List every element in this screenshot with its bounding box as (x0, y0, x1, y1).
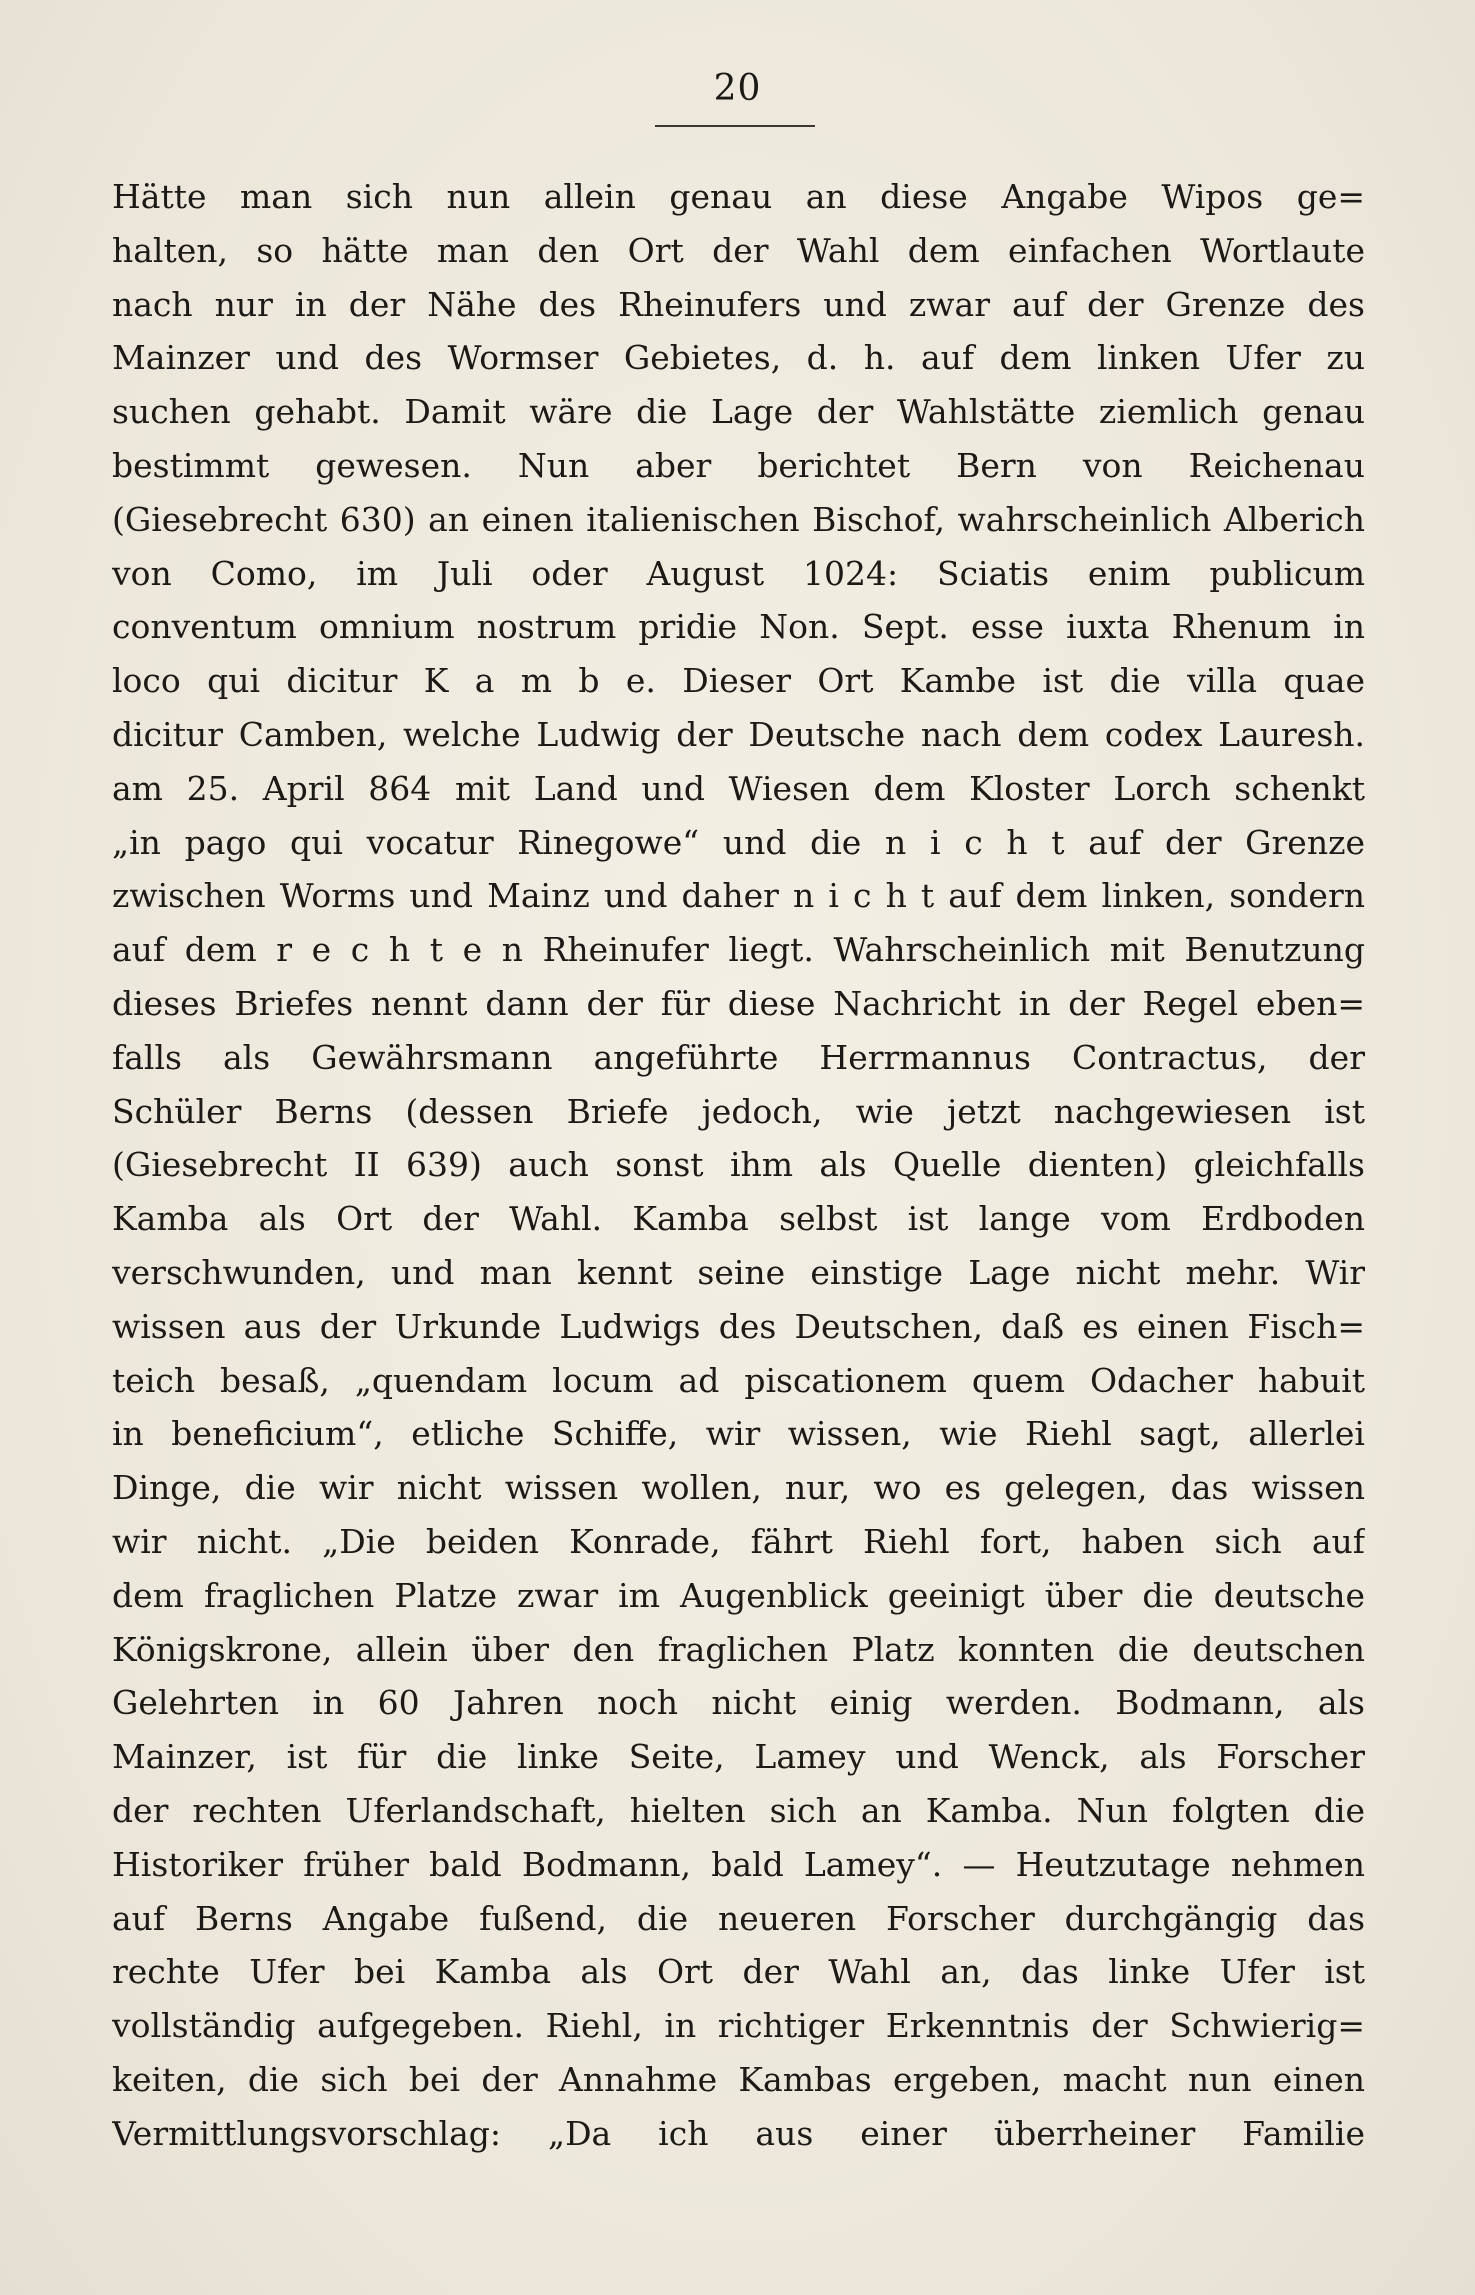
text-line: von Como, im Juli oder August 1024: Sciatis enim publicum (112, 553, 1365, 593)
page-number: 20 (713, 68, 762, 109)
text-line: wissen aus der Urkunde Ludwigs des Deutschen, daß es einen Fisch= (112, 1306, 1365, 1346)
text-line: conventum omnium nostrum pridie Non. Sept. esse iuxta Rhenum in (112, 607, 1365, 647)
text-line: Mainzer, ist für die linke Seite, Lamey und Wenck, als Forscher (112, 1737, 1365, 1777)
text-line: zwischen Worms und Mainz und daher n i c h t auf dem linken, sondern (112, 876, 1365, 916)
text-line: Vermittlungsvorschlag: „Da ich aus einer überrheiner Familie (112, 2113, 1365, 2153)
text-line: Mainzer und des Wormser Gebietes, d. h. auf dem linken Ufer zu (112, 338, 1365, 378)
text-line: dieses Briefes nennt dann der für diese Nachricht in der Regel eben= (112, 983, 1365, 1023)
text-line: Kamba als Ort der Wahl. Kamba selbst ist lange vom Erdboden (112, 1199, 1365, 1239)
text-line: (Giesebrecht II 639) auch sonst ihm als Quelle dienten) gleichfalls (112, 1145, 1365, 1185)
text-line: Königskrone, allein über den fraglichen Platz konnten die deutschen (112, 1629, 1365, 1669)
text-line: auf Berns Angabe fußend, die neueren Forscher durchgängig das (112, 1898, 1365, 1938)
text-line: am 25. April 864 mit Land und Wiesen dem Kloster Lorch schenkt (112, 768, 1365, 808)
text-line: rechte Ufer bei Kamba als Ort der Wahl an, das linke Ufer ist (112, 1952, 1365, 1992)
text-line: dicitur Camben, welche Ludwig der Deutsche nach dem codex Lauresh. (112, 714, 1365, 754)
text-line: loco qui dicitur K a m b e. Dieser Ort Kambe ist die villa quae (112, 661, 1365, 701)
text-line: „in pago qui vocatur Rinegowe“ und die n i c h t auf der Grenze (112, 822, 1365, 862)
text-line: der rechten Uferlandschaft, hielten sich an Kamba. Nun folgten die (112, 1790, 1365, 1830)
text-line: nach nur in der Nähe des Rheinufers und zwar auf der Grenze des (112, 284, 1365, 324)
text-line: dem fraglichen Platze zwar im Augenblick geeinigt über die deutsche (112, 1575, 1365, 1615)
text-line: suchen gehabt. Damit wäre die Lage der Wahlstätte ziemlich genau (112, 392, 1365, 432)
text-line: falls als Gewährsmann angeführte Herrmannus Contractus, der (112, 1037, 1365, 1077)
text-line: Dinge, die wir nicht wissen wollen, nur, wo es gelegen, das wissen (112, 1468, 1365, 1508)
text-line: Hätte man sich nun allein genau an diese Angabe Wipos ge= (112, 177, 1365, 216)
text-line: bestimmt gewesen. Nun aber berichtet Bern von Reichenau (112, 445, 1365, 485)
body-text (112, 170, 1365, 2160)
header-rule (655, 125, 815, 127)
text-line: Schüler Berns (dessen Briefe jedoch, wie jetzt nachgewiesen ist (112, 1091, 1365, 1131)
text-line: in beneficium“, etliche Schiffe, wir wissen, wie Riehl sagt, allerlei (112, 1414, 1365, 1454)
text-line: Gelehrten in 60 Jahren noch nicht einig werden. Bodmann, als (112, 1683, 1365, 1723)
text-line: verschwunden, und man kennt seine einstige Lage nicht mehr. Wir (112, 1252, 1365, 1292)
text-line: halten, so hätte man den Ort der Wahl dem einfachen Wortlaute (112, 230, 1365, 270)
text-line: auf dem r e c h t e n Rheinufer liegt. Wahrscheinlich mit Benutzung (112, 930, 1365, 970)
text-line: (Giesebrecht 630) an einen italienischen Bischof, wahrscheinlich Alberich (112, 499, 1365, 539)
text-line: Historiker früher bald Bodmann, bald Lamey“. — Heutzutage nehmen (112, 1844, 1365, 1884)
text-line: vollständig aufgegeben. Riehl, in richtiger Erkenntnis der Schwierig= (112, 2006, 1365, 2046)
text-line: wir nicht. „Die beiden Konrade, fährt Riehl fort, haben sich auf (112, 1521, 1365, 1561)
text-line: keiten, die sich bei der Annahme Kambas ergeben, macht nun einen (112, 2059, 1365, 2099)
text-line: teich besaß, „quendam locum ad piscationem quem Odacher habuit (112, 1360, 1365, 1400)
